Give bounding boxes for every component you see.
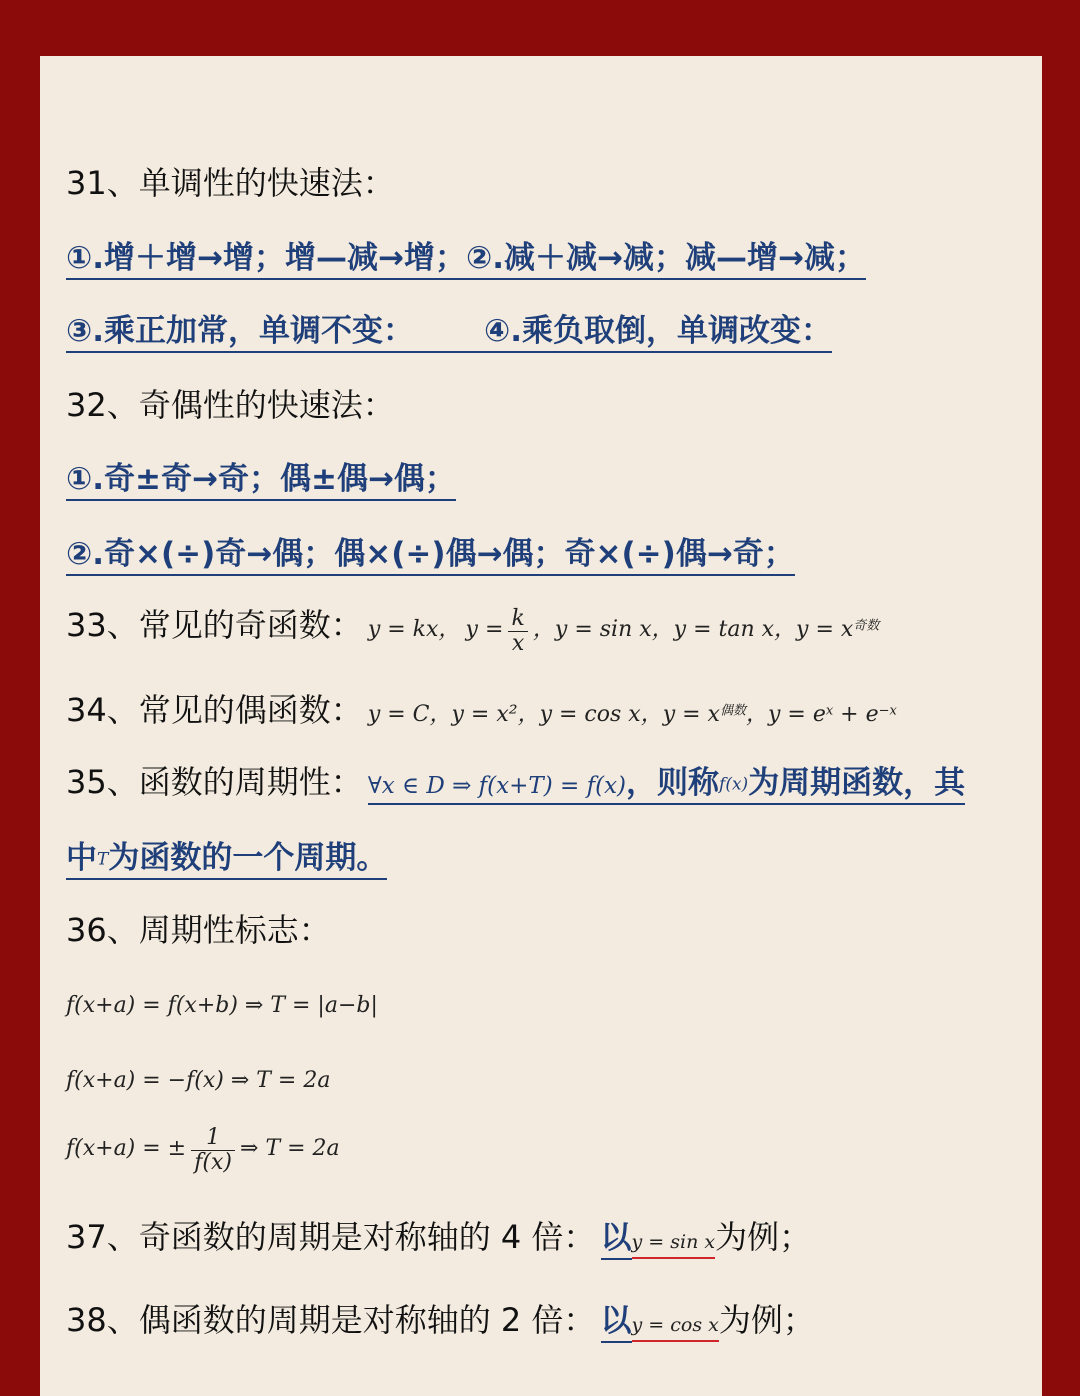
fraction-k-over-x: $\frac{k}{x}$ [508, 607, 527, 656]
line-35: 35、函数的周期性： ∀x ∈ D ⇒ f(x+T) = f(x)，则称f(x)为周期函数，其 [66, 757, 965, 803]
line-37: 37、奇函数的周期是对称轴的 4 倍： 以y = sin x为例； [66, 1212, 811, 1258]
formula-period-1: f(x+a) = f(x+b) ⇒ T = |a−b| [66, 993, 378, 1018]
rule-32-b: ②.奇×(÷)奇→偶；偶×(÷)偶→偶；奇×(÷)偶→奇； [66, 528, 795, 573]
line-35-cont: 中T为函数的一个周期。 [66, 832, 387, 877]
line-38: 38、偶函数的周期是对称轴的 2 倍： 以y = cos x为例； [66, 1295, 815, 1341]
rule-31-a: ①.增＋增→增；增—减→增；②.减＋减→减；减—增→减； [66, 232, 866, 277]
heading-36: 36、周期性标志： [66, 911, 331, 949]
line-34: 34、常见的偶函数： y = C，y = x²，y = cos x，$y = x^{偶数}$，$y = e^x + e^{-x}$ [66, 691, 897, 729]
heading-31: 31、单调性的快速法： [66, 164, 395, 202]
rule-31-b: ③.乘正加常，单调不变： ④.乘负取倒，单调改变： [66, 305, 832, 350]
fraction-1-over-fx: $\frac{1}{f(x)}$ [191, 1126, 235, 1175]
rule-32-a: ①.奇±奇→奇；偶±偶→偶； [66, 453, 456, 498]
heading-32: 32、奇偶性的快速法： [66, 386, 395, 424]
formula-period-2: f(x+a) = −f(x) ⇒ T = 2a [66, 1068, 331, 1093]
line-33: 33、常见的奇函数： y = kx， y = $\frac{k}{x}$ ，y = sin x，y = tan x，$y = x^{奇数}$ [66, 605, 880, 656]
formula-period-3: f(x+a) = ± $\frac{1}{f(x)}$ ⇒ T = 2a [66, 1125, 340, 1176]
